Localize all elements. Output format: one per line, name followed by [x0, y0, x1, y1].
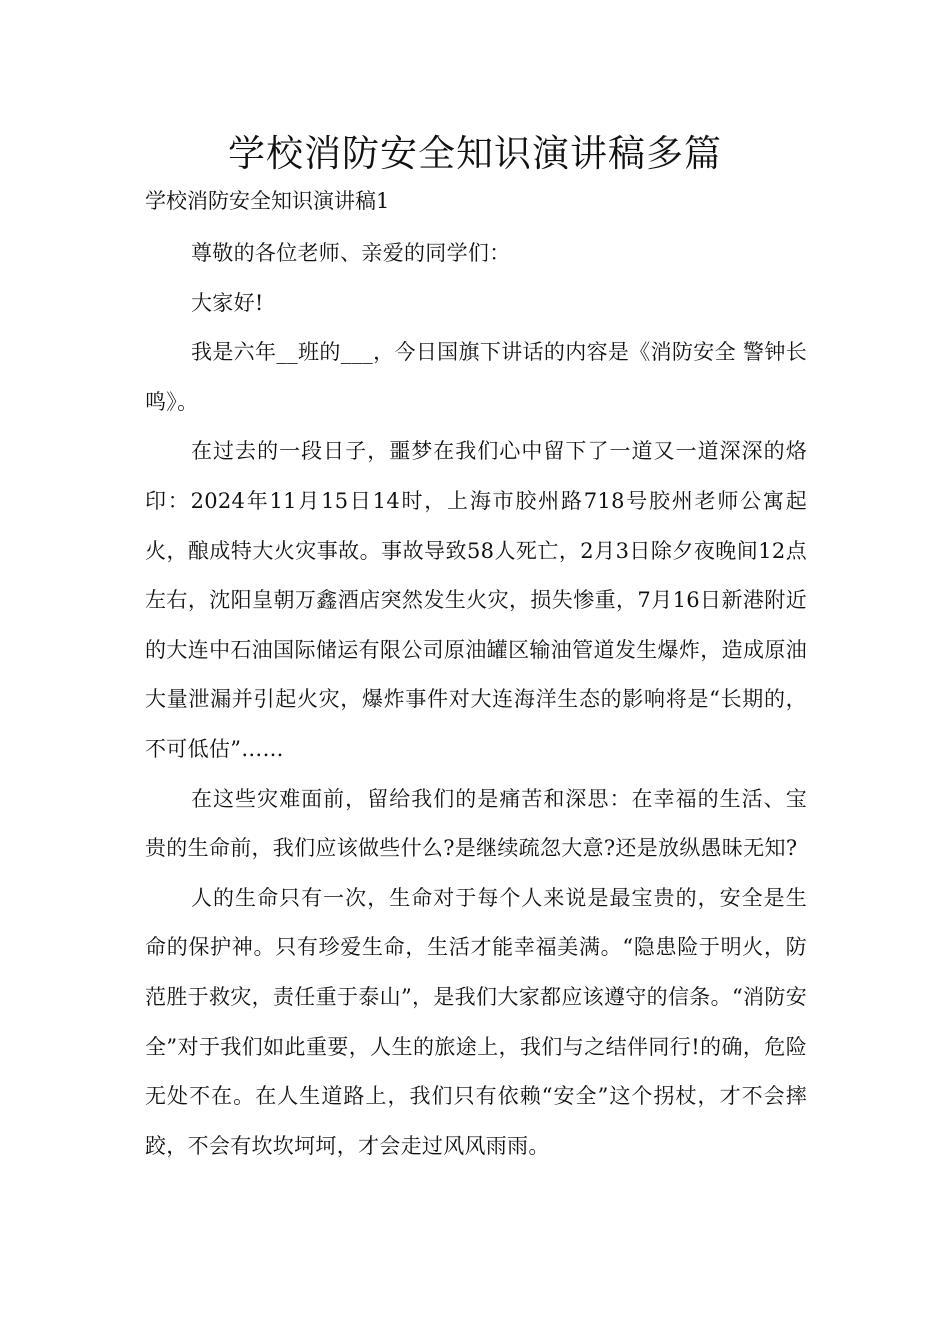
paragraph-reflection: 在这些灾难面前，留给我们的是痛苦和深思：在幸福的生活、宝贵的生命前，我们应该做些什么?是继续疏忽大意?还是放纵愚昧无知? [145, 786, 807, 861]
speech-body [145, 229, 807, 1171]
paragraph-greeting: 尊敬的各位老师、亲爱的同学们： [191, 241, 511, 265]
paragraph-intro: 我是六年__班的___，今日国旗下讲话的内容是《消防安全 警钟长鸣》。 [145, 340, 807, 414]
paragraph-hello: 大家好! [191, 290, 264, 315]
section-heading: 学校消防安全知识演讲稿1 [145, 189, 390, 213]
document-title: 学校消防安全知识演讲稿多篇 [228, 132, 722, 175]
paragraph-life-safety: 人的生命只有一次，生命对于每个人来说是最宝贵的，安全是生命的保护神。只有珍爱生命，生活才能幸福美满。“隐患险于明火，防范胜于救灾，责任重于泰山”，是我们大家都应该遵守的信条。“消防安全”对于我们如此重要，人生的旅途上，我们与之结伴同行!的确，危险无处不在。在人生道路上，我们只有依赖“安全”这个拐杖，才不会摔跤，不会有坎坎坷坷，才会走过风风雨雨。 [145, 885, 807, 1158]
paragraph-disasters: 在过去的一段日子，噩梦在我们心中留下了一道又一道深深的烙印：2024年11月15日14时，上海市胶州路718号胶州老师公寓起火，酿成特大火灾事故。事故导致58人死亡，2月3日除夕夜晚间12点左右，沈阳皇朝万鑫酒店突然发生火灾，损失惨重，7月16日新港附近的大连中石油国际储运有限公司原油罐区输油管道发生爆炸，造成原油大量泄漏并引起火灾，爆炸事件对大连海洋生态的影响将是“长期的，不可低估”…… [145, 439, 807, 761]
